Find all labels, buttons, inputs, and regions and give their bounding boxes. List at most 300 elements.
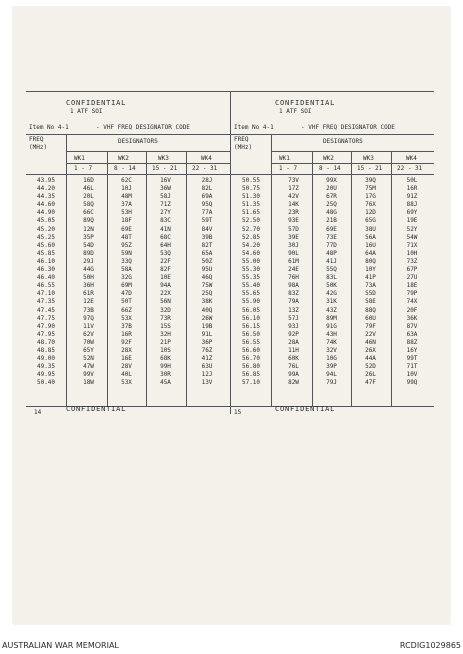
designator-cell: 48M (121, 193, 132, 201)
designators-label: DESIGNATORS (118, 138, 158, 145)
designator-cell: 40L (121, 371, 132, 379)
frequency-cell: 55.00 (241, 257, 261, 265)
designator-cell: 20U (326, 185, 337, 193)
table-row (26, 209, 230, 217)
designator-cell: 27U (406, 274, 418, 282)
designator-cell: 98A (288, 282, 299, 290)
table-row (26, 371, 230, 379)
table-row (231, 201, 435, 209)
frequency-cell: 49.00 (36, 355, 56, 363)
designator-cell: 74K (326, 338, 337, 346)
designator-cell: 29J (83, 257, 94, 265)
table-row (26, 177, 230, 185)
designator-cell: 71Z (160, 201, 171, 209)
table-row (26, 355, 230, 363)
designator-cell: 59N (121, 249, 132, 257)
designator-cell: 10H (406, 249, 418, 257)
range-1: 1 - 7 (279, 165, 298, 172)
designator-cell: 28X (121, 346, 132, 354)
table-row (231, 217, 435, 225)
designator-table (231, 177, 435, 387)
designator-cell: 89D (83, 249, 94, 257)
classification-footer: CONFIDENTIAL (275, 405, 336, 413)
designator-cell: 88Z (406, 338, 418, 346)
page-number: 15 (234, 409, 242, 416)
designator-cell: 91G (326, 322, 337, 330)
designator-cell: 75W (201, 282, 213, 290)
frequency-cell: 50.55 (241, 177, 261, 184)
designator-cell: 36H (83, 282, 94, 290)
designator-cell: 25Q (326, 201, 337, 209)
designator-cell: 10Y (365, 266, 376, 274)
rule (231, 134, 434, 135)
designator-cell: 41J (326, 257, 337, 265)
designator-cell: 33Q (121, 257, 132, 265)
designator-cell: 48T (121, 233, 132, 241)
table-row (231, 266, 435, 274)
designator-cell: 76H (288, 274, 299, 282)
rule (26, 406, 230, 407)
designator-cell: 30J (288, 241, 299, 249)
designator-cell: 73E (326, 233, 337, 241)
designator-cell: 79A (288, 298, 299, 306)
designator-cell: 41Z (201, 355, 213, 363)
designator-cell: 66C (83, 209, 94, 217)
designator-cell: 11V (83, 322, 94, 330)
designator-cell: 13V (201, 379, 213, 387)
designator-cell: 18W (83, 379, 94, 387)
designator-cell: 82W (288, 379, 299, 387)
item-number: Item No 4-1 (234, 124, 274, 131)
designator-cell: 28V (121, 363, 132, 371)
table-row (26, 363, 230, 371)
frequency-cell: 56.55 (241, 338, 261, 346)
designator-cell: 10S (160, 346, 171, 354)
designator-cell: 11H (288, 346, 299, 354)
table-row (26, 242, 230, 250)
frequency-cell: 44.35 (36, 193, 56, 201)
week-1: WK1 (279, 155, 290, 162)
designator-cell: 99V (83, 371, 94, 379)
designator-cell: 65A (201, 249, 213, 257)
designator-cell: 14K (288, 201, 299, 209)
panel-right (231, 91, 435, 414)
freq-label: FREQ (29, 136, 44, 143)
designator-cell: 74X (406, 298, 418, 306)
week-4: WK4 (406, 155, 417, 162)
designator-cell: 20F (406, 306, 418, 314)
table-row (231, 258, 435, 266)
freq-label: FREQ (234, 136, 249, 143)
designator-cell: 55D (365, 290, 376, 298)
week-3: WK3 (363, 155, 374, 162)
table-row (26, 379, 230, 387)
rule (26, 134, 230, 135)
rule (271, 163, 434, 164)
designator-cell: 19E (406, 217, 418, 225)
designator-cell: 64H (160, 241, 171, 249)
designator-cell: 18E (406, 282, 418, 290)
designator-cell: 28J (201, 177, 213, 184)
designator-cell: 79F (365, 322, 376, 330)
designator-cell: 37B (121, 322, 132, 330)
classification-header: CONFIDENTIAL (275, 99, 336, 107)
table-row (26, 298, 230, 306)
designator-cell: 82F (160, 266, 171, 274)
designator-cell: 83Z (288, 290, 299, 298)
frequency-cell: 48.85 (36, 346, 56, 354)
table-row (26, 323, 230, 331)
designator-cell: 62V (83, 330, 94, 338)
designator-cell: 83C (160, 217, 171, 225)
frequency-cell: 46.40 (36, 274, 56, 282)
rule (66, 151, 230, 152)
frequency-cell: 45.25 (36, 233, 56, 241)
designator-cell: 22F (160, 257, 171, 265)
designator-cell: 79J (326, 379, 337, 387)
range-2: 8 - 14 (319, 165, 341, 172)
table-row (231, 355, 435, 363)
table-row (231, 379, 435, 387)
designator-cell: 39P (326, 363, 337, 371)
designator-cell: 65Y (83, 346, 94, 354)
classification-footer: CONFIDENTIAL (66, 405, 127, 413)
designator-cell: 60K (288, 355, 299, 363)
frequency-cell: 44.60 (36, 201, 56, 209)
designator-cell: 92P (288, 330, 299, 338)
designator-cell: 68K (160, 355, 171, 363)
designator-cell: 42G (326, 290, 337, 298)
mhz-label: (MHz) (234, 144, 253, 151)
panel-left (26, 91, 230, 414)
rule (66, 163, 230, 164)
designator-cell: 95U (201, 266, 213, 274)
designator-cell: 19B (201, 322, 213, 330)
designator-cell: 57D (288, 225, 299, 233)
frequency-cell: 47.90 (36, 322, 56, 330)
designator-cell: 46N (365, 338, 376, 346)
range-2: 8 - 14 (114, 165, 136, 172)
table-row (231, 323, 435, 331)
designator-table (26, 177, 230, 387)
designator-cell: 36P (201, 338, 213, 346)
frequency-cell: 54.60 (241, 249, 261, 257)
designator-cell: 35P (83, 233, 94, 241)
designator-cell: 12J (201, 371, 213, 379)
designator-cell: 89Q (83, 217, 94, 225)
designator-cell: 43Z (326, 306, 337, 314)
week-4: WK4 (201, 155, 212, 162)
designator-cell: 32D (160, 306, 171, 314)
designator-cell: 53H (121, 209, 132, 217)
designator-cell: 83L (326, 274, 337, 282)
table-row (231, 347, 435, 355)
frequency-cell: 56.15 (241, 322, 261, 330)
designator-cell: 52N (83, 355, 94, 363)
designator-cell: 36K (406, 314, 418, 322)
table-row (26, 217, 230, 225)
designator-cell: 16E (121, 355, 132, 363)
designator-cell: 16R (406, 185, 418, 193)
designator-cell: 54D (83, 241, 94, 249)
designator-cell: 50T (121, 298, 132, 306)
designator-cell: 40Q (201, 306, 213, 314)
frequency-cell: 56.10 (241, 314, 261, 322)
designator-cell: 52D (365, 363, 376, 371)
designator-cell: 28A (288, 338, 299, 346)
designator-cell: 73A (365, 282, 376, 290)
designator-cell: 45A (160, 379, 171, 387)
designator-cell: 63A (406, 330, 418, 338)
designator-cell: 88Q (365, 306, 376, 314)
range-4: 22 - 31 (192, 165, 218, 172)
table-row (26, 258, 230, 266)
designator-cell: 99H (160, 363, 171, 371)
table-title: - VHF FREQ DESIGNATOR CODE (96, 124, 190, 131)
designator-cell: 12E (83, 298, 94, 306)
designator-cell: 61R (83, 290, 94, 298)
designator-cell: 25Q (201, 290, 213, 298)
designator-cell: 46L (83, 185, 94, 193)
designator-cell: 82T (201, 241, 213, 249)
designator-cell: 26W (201, 314, 213, 322)
designator-cell: 73Z (406, 257, 418, 265)
table-row (26, 290, 230, 298)
designator-cell: 67P (406, 266, 418, 274)
designator-cell: 17Z (288, 185, 299, 193)
designator-cell: 65G (365, 217, 376, 225)
frequency-cell: 48.70 (36, 338, 56, 346)
designator-cell: 55Q (326, 266, 337, 274)
classification-header: CONFIDENTIAL (66, 99, 127, 107)
designator-cell: 99A (288, 371, 299, 379)
designator-cell: 80Q (365, 257, 376, 265)
week-2: WK2 (118, 155, 129, 162)
table-row (26, 250, 230, 258)
frequency-cell: 57.10 (241, 379, 261, 387)
designator-cell: 53X (121, 314, 132, 322)
frequency-cell: 44.90 (36, 209, 56, 217)
designator-cell: 21B (326, 217, 337, 225)
frequency-cell: 47.95 (36, 330, 56, 338)
designator-cell: 22V (365, 330, 376, 338)
designator-cell: 39Q (365, 177, 376, 184)
designator-cell: 22X (160, 290, 171, 298)
designator-cell: 77D (326, 241, 337, 249)
designator-cell: 15S (160, 322, 171, 330)
designator-cell: 48G (326, 209, 337, 217)
designator-cell: 38U (365, 225, 376, 233)
designator-cell: 63U (201, 363, 213, 371)
frequency-cell: 52.85 (241, 233, 261, 241)
designator-cell: 47W (83, 363, 94, 371)
designator-cell: 69E (326, 225, 337, 233)
designator-cell: 58Q (83, 201, 94, 209)
designator-cell: 97Q (83, 314, 94, 322)
designator-cell: 44A (365, 355, 376, 363)
designator-cell: 12N (83, 225, 94, 233)
table-row (26, 307, 230, 315)
designator-cell: 92F (121, 338, 132, 346)
range-4: 22 - 31 (397, 165, 423, 172)
designator-cell: 75M (365, 185, 376, 193)
designator-cell: 73B (83, 306, 94, 314)
designator-cell: 50K (326, 282, 337, 290)
designator-cell: 36W (160, 185, 171, 193)
table-row (231, 209, 435, 217)
designator-cell: 53Q (160, 249, 171, 257)
designator-cell: 24E (288, 266, 299, 274)
designator-cell: 91Z (406, 193, 418, 201)
designator-cell: 47F (365, 379, 376, 387)
designator-cell: 69M (121, 282, 132, 290)
designator-cell: 64A (365, 249, 376, 257)
frequency-cell: 50.75 (241, 185, 261, 193)
frequency-cell: 55.90 (241, 298, 261, 306)
designator-cell: 16Y (406, 346, 418, 354)
table-row (26, 347, 230, 355)
designator-cell: 67R (326, 193, 337, 201)
designator-cell: 54W (406, 233, 418, 241)
frequency-cell: 51.65 (241, 209, 261, 217)
table-row (231, 193, 435, 201)
designator-cell: 47D (121, 290, 132, 298)
designator-cell: 42V (288, 193, 299, 201)
range-1: 1 - 7 (74, 165, 93, 172)
designator-cell: 68C (160, 233, 171, 241)
table-row (26, 234, 230, 242)
designator-cell: 69A (201, 193, 213, 201)
table-row (26, 201, 230, 209)
table-row (26, 282, 230, 290)
designator-cell: 41P (365, 274, 376, 282)
designator-cell: 26X (365, 346, 376, 354)
frequency-cell: 43.95 (36, 177, 56, 184)
designator-cell: 62C (121, 177, 132, 184)
designator-cell: 10V (406, 371, 418, 379)
frequency-cell: 44.20 (36, 185, 56, 193)
table-row (231, 185, 435, 193)
designator-cell: 57J (288, 314, 299, 322)
table-row (26, 266, 230, 274)
range-3: 15 - 21 (152, 165, 178, 172)
designator-cell: 16R (121, 330, 132, 338)
frequency-cell: 47.45 (36, 306, 56, 314)
designator-cell: 32G (121, 274, 132, 282)
frequency-cell: 56.60 (241, 346, 261, 354)
designator-cell: 95Z (121, 241, 132, 249)
table-row (231, 339, 435, 347)
frequency-cell: 55.30 (241, 266, 261, 274)
designator-cell: 79P (406, 290, 418, 298)
designator-cell: 48P (326, 249, 337, 257)
frequency-cell: 51.30 (241, 193, 261, 201)
designator-cell: 13Z (288, 306, 299, 314)
mhz-label: (MHz) (29, 144, 48, 151)
frequency-cell: 50.40 (36, 379, 56, 387)
table-row (26, 193, 230, 201)
designator-cell: 69E (121, 225, 132, 233)
designator-cell: 91L (201, 330, 213, 338)
designator-cell: 10G (326, 355, 337, 363)
designator-cell: 94A (160, 282, 171, 290)
frequency-cell: 49.95 (36, 371, 56, 379)
designator-cell: 44G (83, 266, 94, 274)
table-row (26, 339, 230, 347)
unit-label: 1 ATF SOI (70, 108, 103, 115)
table-row (231, 298, 435, 306)
designator-cell: 93E (288, 217, 299, 225)
designator-cell: 59T (201, 217, 213, 225)
frequency-cell: 56.80 (241, 363, 261, 371)
designator-cell: 30R (160, 371, 171, 379)
designator-cell: 52Y (406, 225, 418, 233)
designator-cell: 50H (83, 274, 94, 282)
designator-cell: 31K (326, 298, 337, 306)
designator-cell: 16V (160, 177, 171, 184)
designator-cell: 58E (365, 298, 376, 306)
designator-cell: 26L (365, 371, 376, 379)
designator-cell: 71T (406, 363, 418, 371)
table-row (26, 315, 230, 323)
designator-cell: 16D (83, 177, 94, 184)
designator-cell: 50L (406, 177, 418, 184)
frequency-cell: 54.20 (241, 241, 261, 249)
frequency-cell: 47.10 (36, 290, 56, 298)
frequency-cell: 51.35 (241, 201, 261, 209)
table-row (26, 226, 230, 234)
designator-cell: 84V (201, 225, 213, 233)
table-title: - VHF FREQ DESIGNATOR CODE (301, 124, 395, 131)
table-row (231, 274, 435, 282)
table-row (231, 242, 435, 250)
designator-cell: 76L (288, 363, 299, 371)
designator-cell: 56N (160, 298, 171, 306)
designator-cell: 18F (121, 217, 132, 225)
designator-cell: 23R (288, 209, 299, 217)
designator-cell: 32H (160, 330, 171, 338)
frequency-cell: 47.35 (36, 298, 56, 306)
designator-cell: 43H (326, 330, 337, 338)
designator-cell: 77A (201, 209, 213, 217)
frequency-cell: 55.40 (241, 282, 261, 290)
caption-bar (0, 640, 463, 654)
table-row (231, 177, 435, 185)
table-row (231, 226, 435, 234)
designator-cell: 69Y (406, 209, 418, 217)
table-row (231, 371, 435, 379)
record-id: RCDIG1029865 (399, 641, 461, 650)
frequency-cell: 56.05 (241, 306, 261, 314)
frequency-cell: 46.10 (36, 257, 56, 265)
designator-cell: 95Q (201, 201, 213, 209)
designator-cell: 99X (326, 177, 337, 184)
frequency-cell: 56.50 (241, 330, 261, 338)
table-row (26, 331, 230, 339)
table-row (231, 234, 435, 242)
designator-cell: 60U (365, 314, 376, 322)
frequency-cell: 46.55 (36, 282, 56, 290)
designator-cell: 50Z (201, 257, 213, 265)
item-number: Item No 4-1 (29, 124, 69, 131)
frequency-cell: 55.35 (241, 274, 261, 282)
designator-cell: 71X (406, 241, 418, 249)
designator-cell: 87V (406, 322, 418, 330)
designator-cell: 66Z (121, 306, 132, 314)
designator-cell: 21P (160, 338, 171, 346)
designator-cell: 38K (201, 298, 213, 306)
designator-cell: 10J (121, 185, 132, 193)
